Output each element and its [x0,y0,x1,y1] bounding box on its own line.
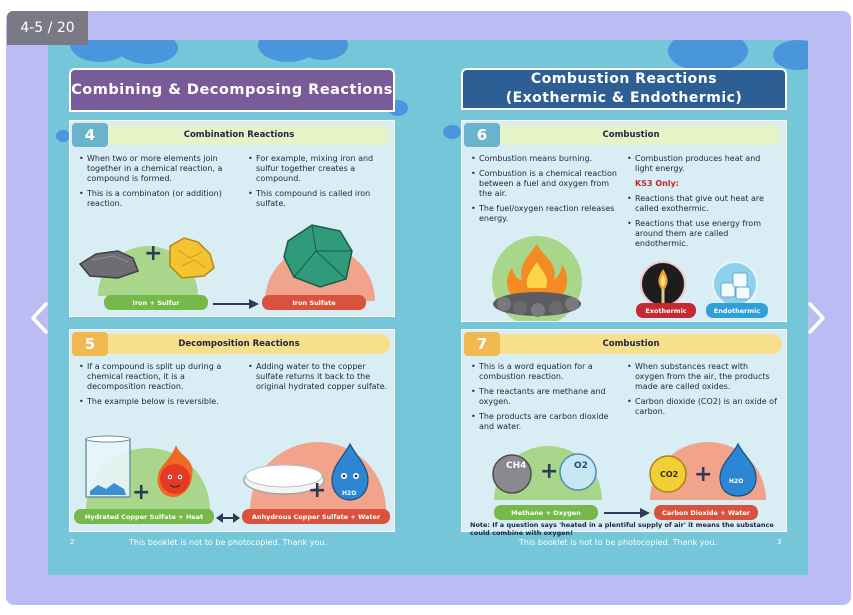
chevron-right-icon [806,301,828,335]
left-page [48,40,428,575]
plus-sign: + [308,478,327,503]
bullet-text: • If a compound is split up during a chemical reaction, it is a decomposition reaction. [79,362,229,392]
double-arrow-icon [216,513,240,523]
bullet-text: • Combustion means burning. [471,154,621,164]
section-title: Combustion [602,130,660,140]
bullet-text: • Reactions that use energy from around them are called endothermic. [627,219,777,249]
text-column-left [79,154,229,214]
page-number: 2 [70,538,75,546]
text-column-right [248,362,388,397]
text-column-left [471,154,621,229]
text-column-left [471,362,621,437]
plus-sign: + [540,459,559,484]
bullet-text: • This compound is called iron sulfate. [248,189,388,209]
match-flame-icon [640,261,686,307]
water-formula-label: H2O [729,478,744,485]
methane-formula-label: CH4 [506,461,527,471]
page-number: 3 [777,538,782,546]
bullet-text: • This is a combinaton (or addition) reaction. [79,189,229,209]
section-combustion-equation [461,329,787,537]
bullet-text: • This is a word equation for a combustion reaction. [471,362,621,382]
section-combination-reactions [69,120,395,317]
bullet-text: • Combustion produces heat and light energy. [627,154,777,174]
carbon-dioxide-formula-label: CO2 [660,470,679,479]
section-number: 4 [72,123,108,147]
campfire-illustration [482,236,592,321]
bullet-text: • For example, mixing iron and sulfur together creates a compound. [248,154,388,184]
section-number: 6 [464,123,500,147]
text-column-right [627,362,777,422]
chevron-left-icon [28,301,50,335]
section-title: Combustion [602,339,660,349]
section-number: 5 [72,332,108,356]
page-title-line1: Combustion Reactions [530,71,718,87]
section-header [74,334,390,354]
ks3-only-label: KS3 Only: [635,179,679,188]
oxygen-formula-label: O2 [574,461,588,471]
bullet-text: • Reactions that give out heat are called exothermic. [627,194,777,214]
section-header [466,125,782,145]
bullet-text: • The fuel/oxygen reaction releases energy. [471,204,621,224]
reactants-label: Methane + Oxygen [494,505,598,520]
product-label: Iron Sulfate [262,295,366,310]
page-footer: This booklet is not to be photocopied. Thank you. [129,538,328,547]
bullet-text: • When substances react with oxygen from the air, the products made are called oxides. [627,362,777,392]
previous-page-button[interactable] [24,300,54,336]
bullet-text: • Combustion is a chemical reaction between a fuel and oxygen from the air. [471,169,621,199]
page-title-text: Combining & Decomposing Reactions [71,82,393,98]
product-label: Carbon Dioxide + Water [654,505,758,520]
exothermic-label: Exothermic [636,303,696,318]
bullet-text: • The reactants are methane and oxygen. [471,387,621,407]
product-label: Anhydrous Copper Sulfate + Water [242,509,390,524]
section-combustion [461,120,787,322]
section-decomposition-reactions [69,329,395,532]
page-footer: This booklet is not to be photocopied. Thank you. [519,538,718,547]
reactants-label: Hydrated Copper Sulfate + Heat [74,509,214,524]
page-title [69,68,395,112]
next-page-button[interactable] [802,300,832,336]
plus-sign: + [132,480,151,505]
bullet-text: • The example below is reversible. [79,397,229,407]
right-page [428,40,808,575]
bullet-text: • When two or more elements join together in a chemical reaction, a compound is formed. [79,154,229,184]
iron-sulfate-illustration [260,211,380,301]
plus-sign: + [694,462,713,487]
bullet-text: • Adding water to the copper sulfate returns it back to the original hydrated copper sulfate. [248,362,388,392]
arrow-right-icon [604,508,650,518]
text-column-right [627,154,777,254]
section-title: Combination Reactions [183,130,295,140]
booklet-spread [48,40,808,575]
page-title [461,68,787,110]
ice-cubes-icon [712,261,758,307]
bullet-text: • The products are carbon dioxide and water. [471,412,621,432]
endothermic-label: Endothermic [706,303,768,318]
text-column-left [79,362,229,412]
section-number: 7 [464,332,500,356]
section-title: Decomposition Reactions [178,339,300,349]
plus-sign: + [144,241,163,266]
note-text: Note: If a question says 'heated in a plentiful supply of air' it means the substance could combine with oxygen! [470,521,774,537]
page-title-line2: (Exothermic & Endothermic) [505,90,743,106]
text-column-right [248,154,388,214]
section-header [466,334,782,354]
water-formula-label: H2O [342,490,357,497]
section-header [74,125,390,145]
page-counter: 4-5 / 20 [7,11,88,45]
arrow-right-icon [213,299,259,309]
reactants-label: Iron + Sulfur [104,295,208,310]
bullet-text: • Carbon dioxide (CO2) is an oxide of carbon. [627,397,777,417]
